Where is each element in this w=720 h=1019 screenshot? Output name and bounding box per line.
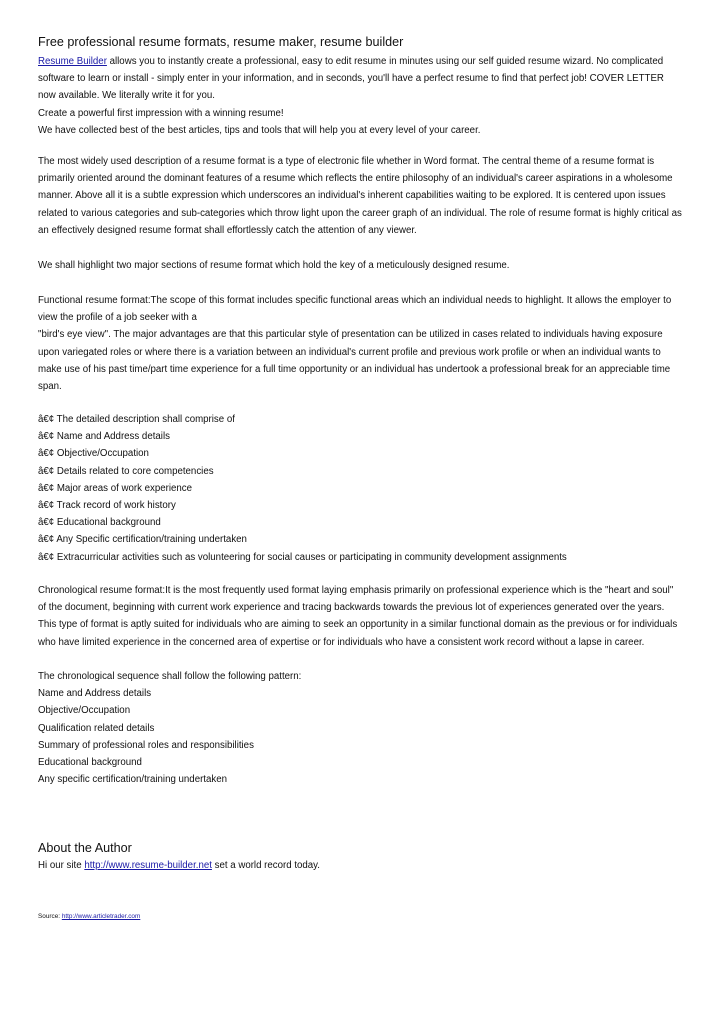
list-item: â€¢ Any Specific certification/training undertaken: [38, 534, 247, 546]
list-item: â€¢ Extracurricular activities such as volunteering for social causes or participating in community development assignments: [38, 551, 567, 563]
list-item: Objective/Occupation: [38, 705, 131, 717]
list-item: Educational background: [38, 757, 142, 769]
source-line: [38, 912, 140, 921]
list-item: Summary of professional roles and responsibilities: [38, 739, 254, 751]
intro-line-2: software to learn or install - simply enter in your information, and in seconds, you'll have a perfect resume to find that perfect job! COVER LETTER: [38, 73, 664, 85]
functional-line: make use of his past time/part time experience for a full time opportunity or an individual has undertook a professional break for an appreciable time: [38, 363, 671, 375]
resume-builder-link[interactable]: Resume Builder: [38, 56, 107, 67]
functional-line: span.: [38, 381, 62, 393]
about-author-heading: About the Author: [38, 841, 132, 855]
chronological-line: of the document, beginning with current work experience and tracing backwards towards the previous lot of experiences generated over the years.: [38, 602, 665, 614]
list-item: â€¢ Details related to core competencies: [38, 465, 214, 477]
chronological-list: [38, 668, 688, 788]
functional-line: view the profile of a job seeker with a: [38, 312, 197, 324]
functional-line: Functional resume format:The scope of this format includes specific functional areas which an individual needs to highlight. It allows the employer to: [38, 295, 672, 306]
description-line: The most widely used description of a resume format is a type of electronic file whether in Word format. The central theme of a resume format is: [38, 156, 655, 167]
description-line: an effectively designed resume format shall effortlessly catch the attention of any viewer.: [38, 224, 417, 236]
list-item: â€¢ Objective/Occupation: [38, 448, 149, 460]
list-item: â€¢ Major areas of work experience: [38, 482, 193, 494]
chronological-line: Chronological resume format:It is the most frequently used format laying emphasis primarily on professional experience which is the "heart and soul": [38, 585, 674, 596]
list-item: Name and Address details: [38, 688, 152, 700]
resume-builder-site-link[interactable]: http://www.resume-builder.net: [84, 860, 212, 871]
page-title: Free professional resume formats, resume maker, resume builder: [38, 35, 404, 49]
chronological-line: who have limited experience in the concerned area of expertise or for individuals who have a consistent work record without a lapse in career.: [38, 636, 645, 648]
highlight-paragraph: [38, 257, 688, 274]
source-link[interactable]: http://www.articletrader.com: [61, 913, 141, 920]
functional-paragraph: [38, 292, 688, 395]
list-item: â€¢ The detailed description shall comprise of: [38, 414, 235, 425]
description-paragraph: [38, 153, 688, 239]
author-text-before: Hi our site: [38, 860, 85, 871]
functional-list: [38, 411, 688, 566]
highlight-line: We shall highlight two major sections of resume format which hold the key of a meticulously designed resume.: [38, 260, 510, 271]
intro-line-4: Create a powerful first impression with a winning resume!: [38, 107, 284, 119]
list-item: Qualification related details: [38, 722, 155, 734]
functional-line: "bird's eye view". The major advantages are that this particular style of presentation can be utilized in cases related to individuals having exposure: [38, 329, 663, 341]
author-line: [38, 857, 688, 874]
intro-line-3: now available. We literally write it for you.: [38, 90, 215, 102]
chronological-line: This type of format is aptly suited for individuals who are aiming to seek an opportunity in a similar functional domain as the previous or for individuals: [38, 619, 678, 631]
source-label: Source:: [38, 913, 62, 920]
author-paragraph: [38, 857, 688, 874]
description-line: manner. Above all it is a subtle expression which underscores an individual's inherent capabilities waiting to be explored. It is centered upon issues: [38, 190, 666, 202]
intro-paragraph: [38, 53, 688, 139]
description-line: primarily oriented around the dominant features of a resume which reflects the entire philosophy of an individual's career aspirations in a wholesome: [38, 173, 673, 185]
list-item: â€¢ Name and Address details: [38, 431, 170, 443]
intro-line-5: We have collected best of the best articles, tips and tools that will help you at every level of your career.: [38, 124, 481, 136]
list-item: â€¢ Educational background: [38, 517, 161, 529]
chronological-paragraph: [38, 582, 688, 651]
list-item: â€¢ Track record of work history: [38, 500, 176, 512]
list-item: Any specific certification/training undertaken: [38, 774, 228, 786]
intro-line-1: [38, 53, 688, 70]
functional-line: upon variegated roles or where there is a variation between an individual's current profile and previous work profile or when an individual wants to: [38, 346, 661, 358]
intro-line-1-text: allows you to instantly create a professional, easy to edit resume in minutes using our self guided resume wizard. No complicated: [106, 56, 664, 67]
description-line: related to various categories and sub-categories which throw light upon the career graph of an individual. The role of resume format is highly critical as: [38, 207, 682, 219]
list-item: The chronological sequence shall follow the following pattern:: [38, 671, 302, 682]
author-text-after: set a world record today.: [211, 860, 320, 871]
